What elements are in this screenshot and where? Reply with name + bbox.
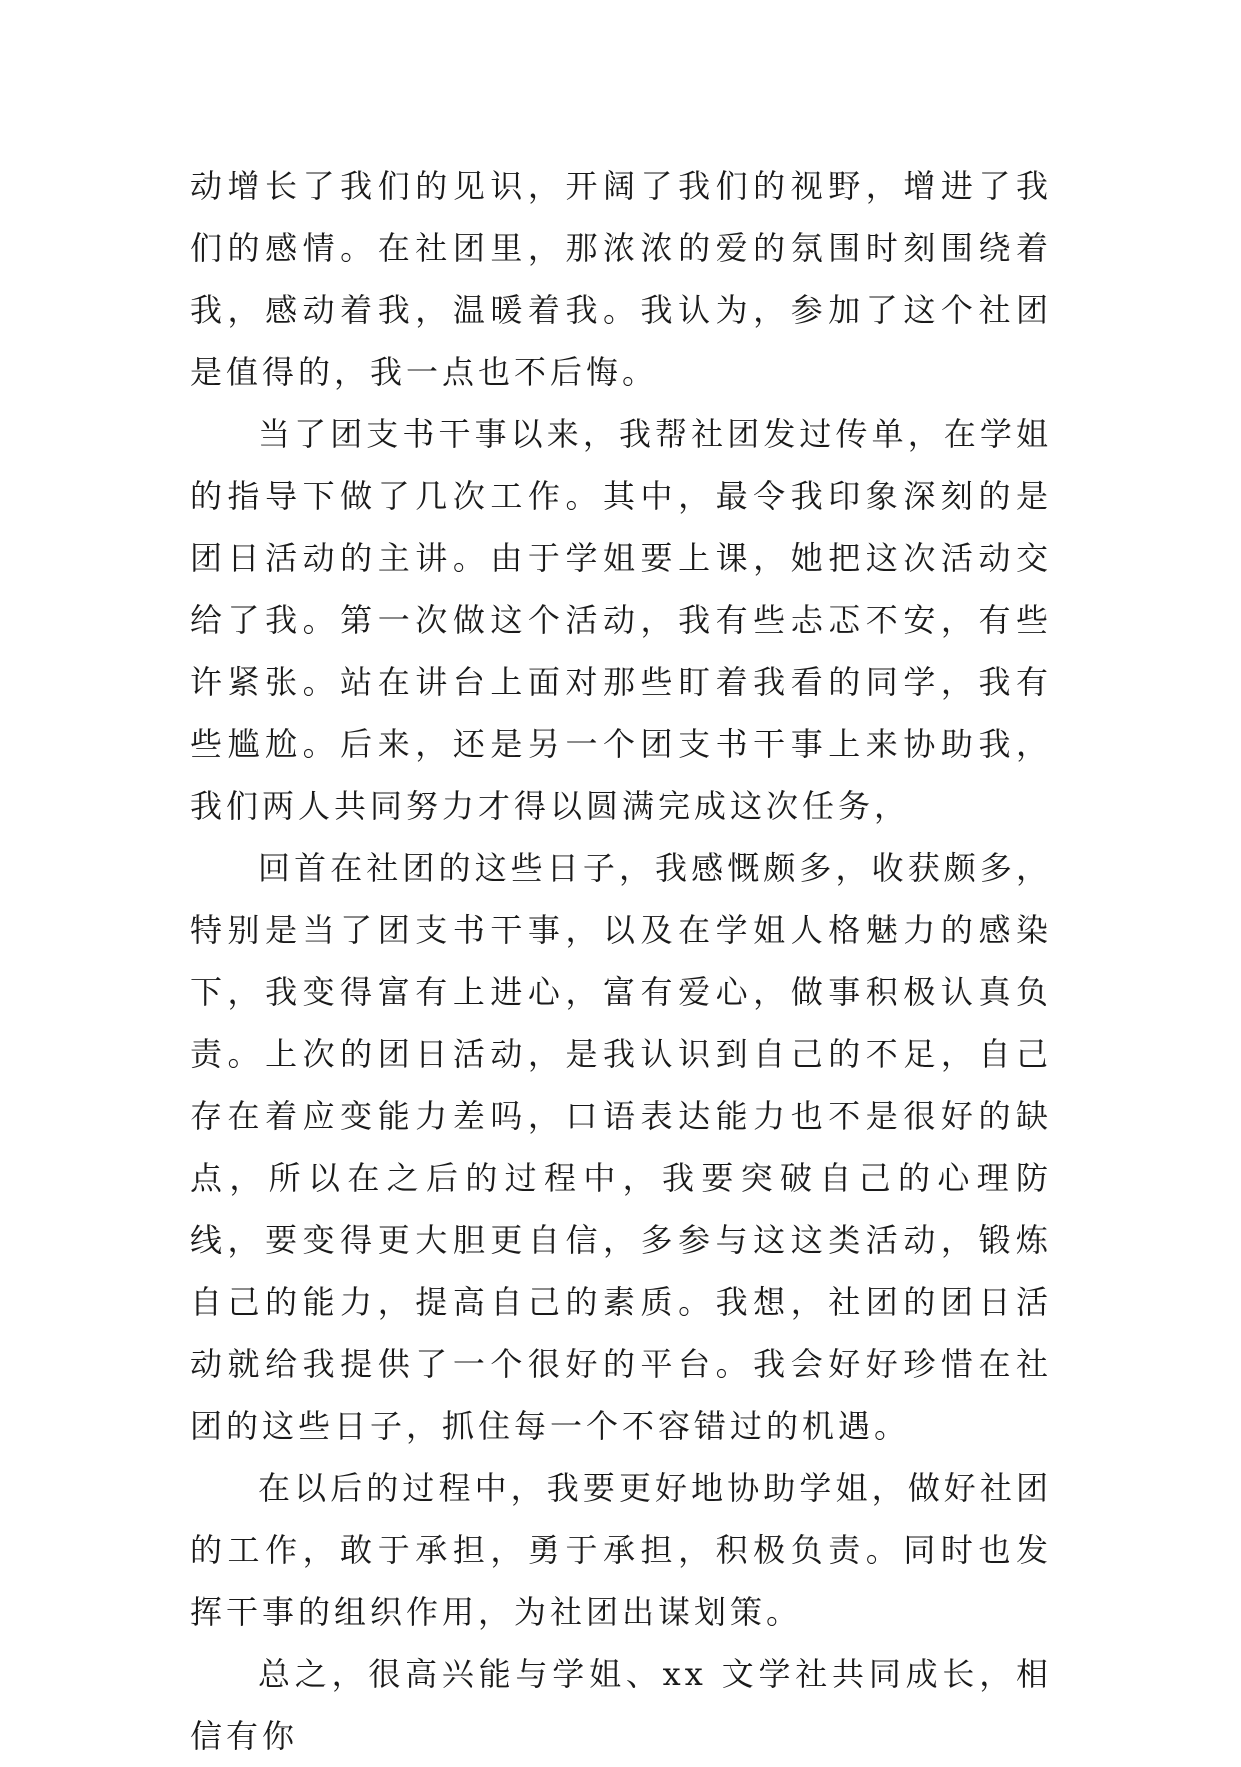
paragraph-1: 动增长了我们的见识，开阔了我们的视野，增进了我们的感情。在社团里，那浓浓的爱的氛围时刻围绕着我，感动着我，温暖着我。我认为，参加了这个社团是值得的，我一点也不后悔。 [190, 167, 1052, 391]
paragraph-3: 回首在社团的这些日子，我感慨颇多，收获颇多，特别是当了团支书干事，以及在学姐人格魅力的感染下，我变得富有上进心，富有爱心，做事积极认真负责。上次的团日活动，是我认识到自己的不足，自己存在着应变能力差吗，口语表达能力也不是很好的缺点，所以在之后的过程中，我要突破自己的心理防线，要变得更大胆更自信，多参与这这类活动，锻炼自己的能力，提高自己的素质。我想，社团的团日活动就给我提供了一个很好的平台。我会好好珍惜在社团的这些日子，抓住每一个不容错过的机遇。 [190, 849, 1052, 1445]
document-body [190, 155, 1052, 1767]
paragraph-5: 总之，很高兴能与学姐、xx 文学社共同成长，相信有你 [190, 1655, 1052, 1755]
paragraph-2: 当了团支书干事以来，我帮社团发过传单，在学姐的指导下做了几次工作。其中，最令我印象深刻的是团日活动的主讲。由于学姐要上课，她把这次活动交给了我。第一次做这个活动，我有些忐忑不安，有些许紧张。站在讲台上面对那些盯着我看的同学，我有些尴尬。后来，还是另一个团支书干事上来协助我，我们两人共同努力才得以圆满完成这次任务， [190, 415, 1052, 825]
paragraph-4: 在以后的过程中，我要更好地协助学姐，做好社团的工作，敢于承担，勇于承担，积极负责。同时也发挥干事的组织作用，为社团出谋划策。 [190, 1469, 1052, 1631]
